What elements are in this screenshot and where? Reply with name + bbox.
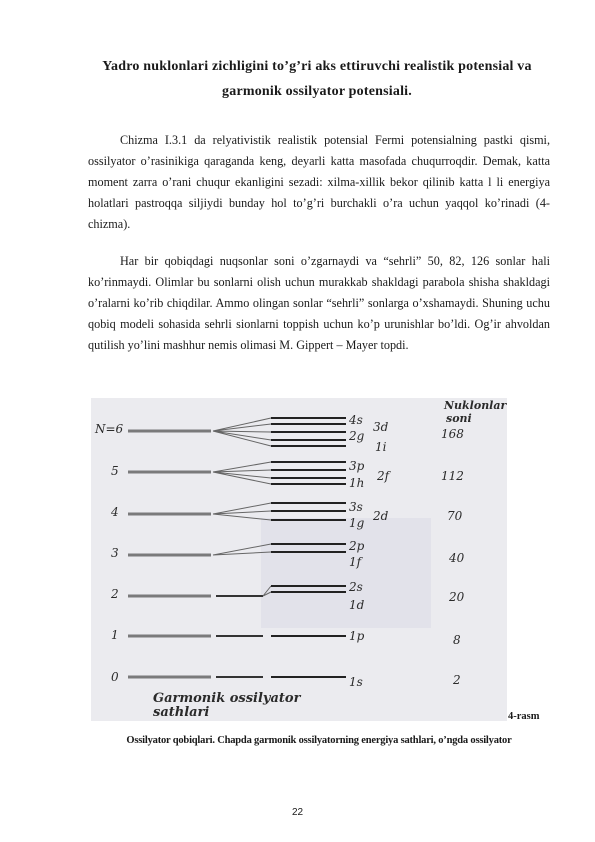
level-label: 2p (349, 539, 365, 553)
n-label: 5 (111, 464, 119, 478)
level-label: 1s (349, 675, 363, 689)
level-label: 1f (349, 555, 362, 569)
level-label: 2f (377, 469, 390, 483)
nucleon-header-sub: soni (446, 412, 472, 425)
page-number: 22 (291, 807, 304, 818)
nucleon-number: 2 (453, 673, 461, 687)
nucleon-number: 20 (449, 590, 465, 604)
figure-caption: Ossilyator qobiqlari. Chapda garmonik ossilyatorning energiya sathlari, o’ngda ossilyator (126, 735, 512, 746)
level-label: 3p (349, 459, 365, 473)
level-label: 2s (349, 580, 363, 594)
level-label: 4s (349, 413, 363, 427)
level-label: 2g (349, 429, 365, 443)
nucleon-number: 40 (449, 551, 465, 565)
n-label: 1 (111, 628, 119, 642)
paragraph-2: Har bir qobiqdagi nuqsonlar soni o’zgarnaydi va “sehrli” 50, 82, 126 sonlar hali ko’rinmaydi. Olimlar bu sonlarni olish uchun murakkab shakldagi parabola shisha shakldagi o’ralarni ko’rib chiqdilar. Ammo olingan sonlar “sehrli” sonlarga o’xshamaydi. Shuning uchu qobiq modeli sohasida sehrli sionlarni toppish uchun ko’p urunishlar bo’ldi. Og’ir ahvoldan qutilish yo’lini mashhur nemis olimasi M. Gippert – Mayer topdi. (88, 254, 550, 352)
level-label: 1h (349, 476, 365, 490)
oscillator-levels-figure (91, 398, 507, 721)
nucleon-number: 168 (441, 427, 464, 441)
oscillator-label-sub: sathlari (153, 705, 210, 720)
nucleon-number: 70 (447, 509, 463, 523)
n-label: 3 (111, 546, 119, 560)
oscillator-label: Garmonik ossilyator (153, 691, 301, 706)
level-label: 1d (349, 598, 365, 612)
n-label: 2 (111, 587, 119, 601)
level-label: 3d (373, 420, 389, 434)
n-label: 0 (111, 670, 119, 684)
section-title: Yadro nuklonlari zichligini to’g’ri aks ettiruvchi realistik potensial va garmonik ossilyator potensiali. (102, 59, 532, 99)
level-label: 2d (373, 509, 389, 523)
level-label: 1g (349, 516, 365, 530)
nucleon-number: 8 (453, 633, 461, 647)
level-label: 3s (349, 500, 363, 514)
nucleon-header: Nuklonlar (444, 399, 507, 412)
n-label: N=6 (95, 422, 124, 436)
nucleon-number: 112 (441, 469, 464, 483)
energy-level-diagram (91, 398, 507, 721)
figure-number: 4-rasm (508, 711, 540, 722)
level-label: 1p (349, 629, 365, 643)
n-label: 4 (111, 505, 119, 519)
paragraph-1: Chizma I.3.1 da relyativistik realistik potensial Fermi potensialning pastki qismi, ossilyator o’rasinikiga qaraganda keng, deyarli katta masofada chuqurroqdir. Demak, katta moment zarra o’rani chuqur ekanligini sezadi: xilma-xillik bekor qilinib katta l li energiya holatlari pastroqqa siljiydi bunday hol to’g’ri burchakli o’ra uchun yaqqol ko’rinadi (4-chizma). (88, 133, 550, 231)
level-label: 1i (375, 440, 387, 454)
